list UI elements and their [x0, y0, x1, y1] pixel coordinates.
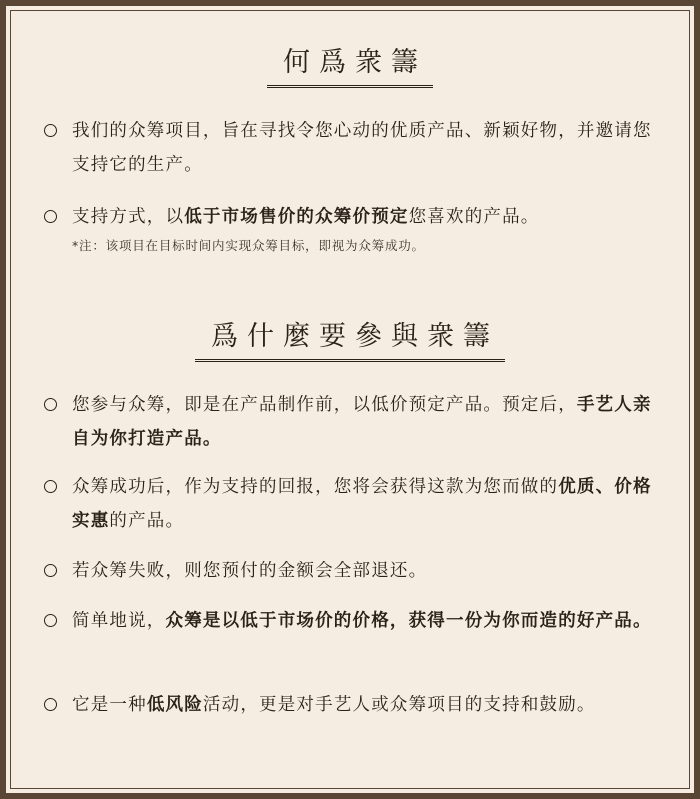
section-title-why-text: 爲什麼要參與衆籌 — [195, 314, 505, 362]
list-item — [46, 200, 658, 234]
text-span: 活动，更是对手艺人或众筹项目的支持和鼓励。 — [202, 695, 596, 715]
text-span: 支持方式，以 — [72, 207, 185, 227]
list-item — [46, 604, 658, 638]
list-item-text — [46, 688, 658, 722]
text-span: 您喜欢的产品。 — [408, 207, 540, 227]
list-item-text — [46, 388, 658, 456]
text-span: 简单地说， — [72, 611, 166, 631]
footnote: *注：该项目在目标时间内实现众筹目标，即视为众筹成功。 — [72, 238, 425, 253]
circle-bullet-icon — [44, 210, 57, 223]
text-span: 的产品。 — [109, 511, 185, 531]
bold-text: 优质、价格实惠 — [72, 477, 652, 531]
circle-bullet-icon — [44, 614, 57, 627]
circle-bullet-icon — [44, 564, 57, 577]
section-title-what-text: 何爲衆籌 — [267, 40, 433, 88]
list-item — [46, 554, 658, 588]
bold-text: 低于市场售价的众筹价预定 — [184, 207, 409, 227]
list-item-text — [46, 200, 658, 234]
section-title-what — [0, 40, 700, 88]
list-item-text — [46, 470, 658, 538]
bold-text: 众筹是以低于市场价的价格，获得一份为你而造的好产品。 — [165, 611, 652, 631]
text-span: 它是一种 — [72, 695, 147, 715]
list-item-text — [46, 554, 658, 588]
list-item — [46, 688, 658, 722]
list-item — [46, 114, 658, 182]
list-item-text — [46, 604, 658, 638]
text-span: 众筹成功后，作为支持的回报，您将会获得这款为您而做的 — [72, 477, 559, 497]
bold-text: 低风险 — [146, 695, 203, 715]
bold-text: 手艺人亲自为你打造产品。 — [72, 395, 652, 449]
circle-bullet-icon — [44, 398, 57, 411]
list-item — [46, 388, 658, 456]
circle-bullet-icon — [44, 124, 57, 137]
list-item — [46, 470, 658, 538]
circle-bullet-icon — [44, 698, 57, 711]
list-item-text — [46, 114, 658, 182]
section-title-why — [0, 314, 700, 362]
circle-bullet-icon — [44, 480, 57, 493]
text-span: 您参与众筹，即是在产品制作前，以低价预定产品。预定后， — [72, 395, 577, 415]
text-span: 若众筹失败，则您预付的金额会全部退还。 — [72, 561, 428, 581]
text-span: 我们的众筹项目，旨在寻找令您心动的优质产品、新颖好物，并邀请您支持它的生产。 — [72, 121, 652, 175]
